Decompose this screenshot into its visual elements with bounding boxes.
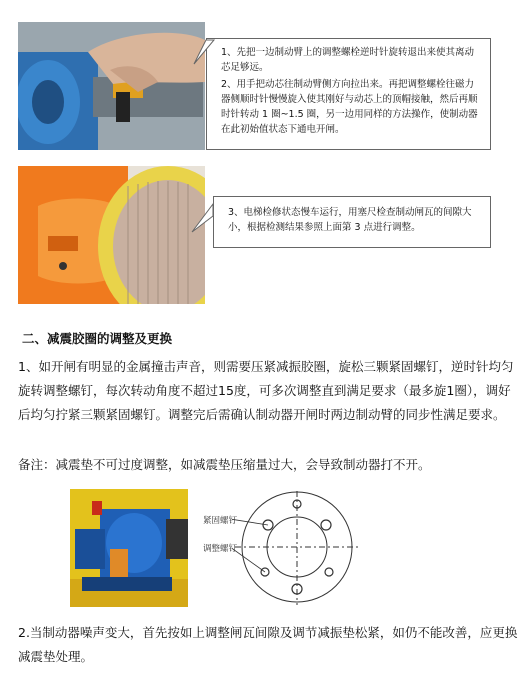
photo-brake-shoe-gap bbox=[18, 166, 205, 304]
photo-3-illustration bbox=[70, 489, 188, 607]
section-heading: 二、减震胶圈的调整及更换 bbox=[22, 331, 173, 346]
paragraph-replace-damper: 2.当制动器噪声变大，首先按如上调整闸瓦间隙及调节减振垫松紧，如仍不能改善，应更换减震垫处理。 bbox=[18, 625, 518, 664]
photo-1-illustration bbox=[18, 22, 205, 150]
callout-step-3 bbox=[213, 196, 491, 248]
damper-screw-diagram bbox=[232, 489, 362, 607]
label-fastening-screw: 紧固螺钉 bbox=[203, 516, 238, 526]
photo-brake-arm-adjustment bbox=[18, 22, 205, 150]
callout-step-3-text: 3、电梯检修状态慢车运行，用塞尺检查制动闸瓦的间隙大小，根据检测结果参照上面第 3 点进行调整。 bbox=[228, 207, 472, 233]
label-adjust-screw: 调整螺钉 bbox=[203, 544, 238, 554]
note-damper-warning: 备注：减震垫不可过度调整，如减震垫压缩量过大，会导致制动器打不开。 bbox=[18, 457, 431, 472]
callout-step-1: 1、先把一边制动臂上的调整螺栓逆时针旋转退出来使其离动芯足够远。 bbox=[221, 47, 475, 73]
photo-blue-brake bbox=[70, 489, 188, 607]
callout-arrow-2 bbox=[186, 200, 226, 240]
callout-steps-1-2 bbox=[206, 38, 491, 150]
photo-2-illustration bbox=[18, 166, 205, 304]
callout-step-2: 2、用手把动芯往制动臂侧方向拉出来。再把调整螺栓往磁力器侧顺时针慢慢旋入使其刚好与动芯上的顶帽接触，然后再顺时针转动 1 圈~1.5 圈，另一边用同样的方法操作，使制动器在此初始值状态下通电开闸。 bbox=[221, 79, 478, 135]
callout-arrow-1 bbox=[180, 38, 220, 68]
paragraph-adjust-damper: 1、如开闸有明显的金属撞击声音，则需要压紧减振胶圈，旋松三颗紧固螺钉，逆时针均匀旋转调整螺钉，每次转动角度不超过15度，可多次调整直到满足要求（最多旋1圈），调好后均匀拧紧三颗紧固螺钉。调整完后需确认制动器开闸时两边制动臂的同步性满足要求。 bbox=[18, 359, 514, 422]
